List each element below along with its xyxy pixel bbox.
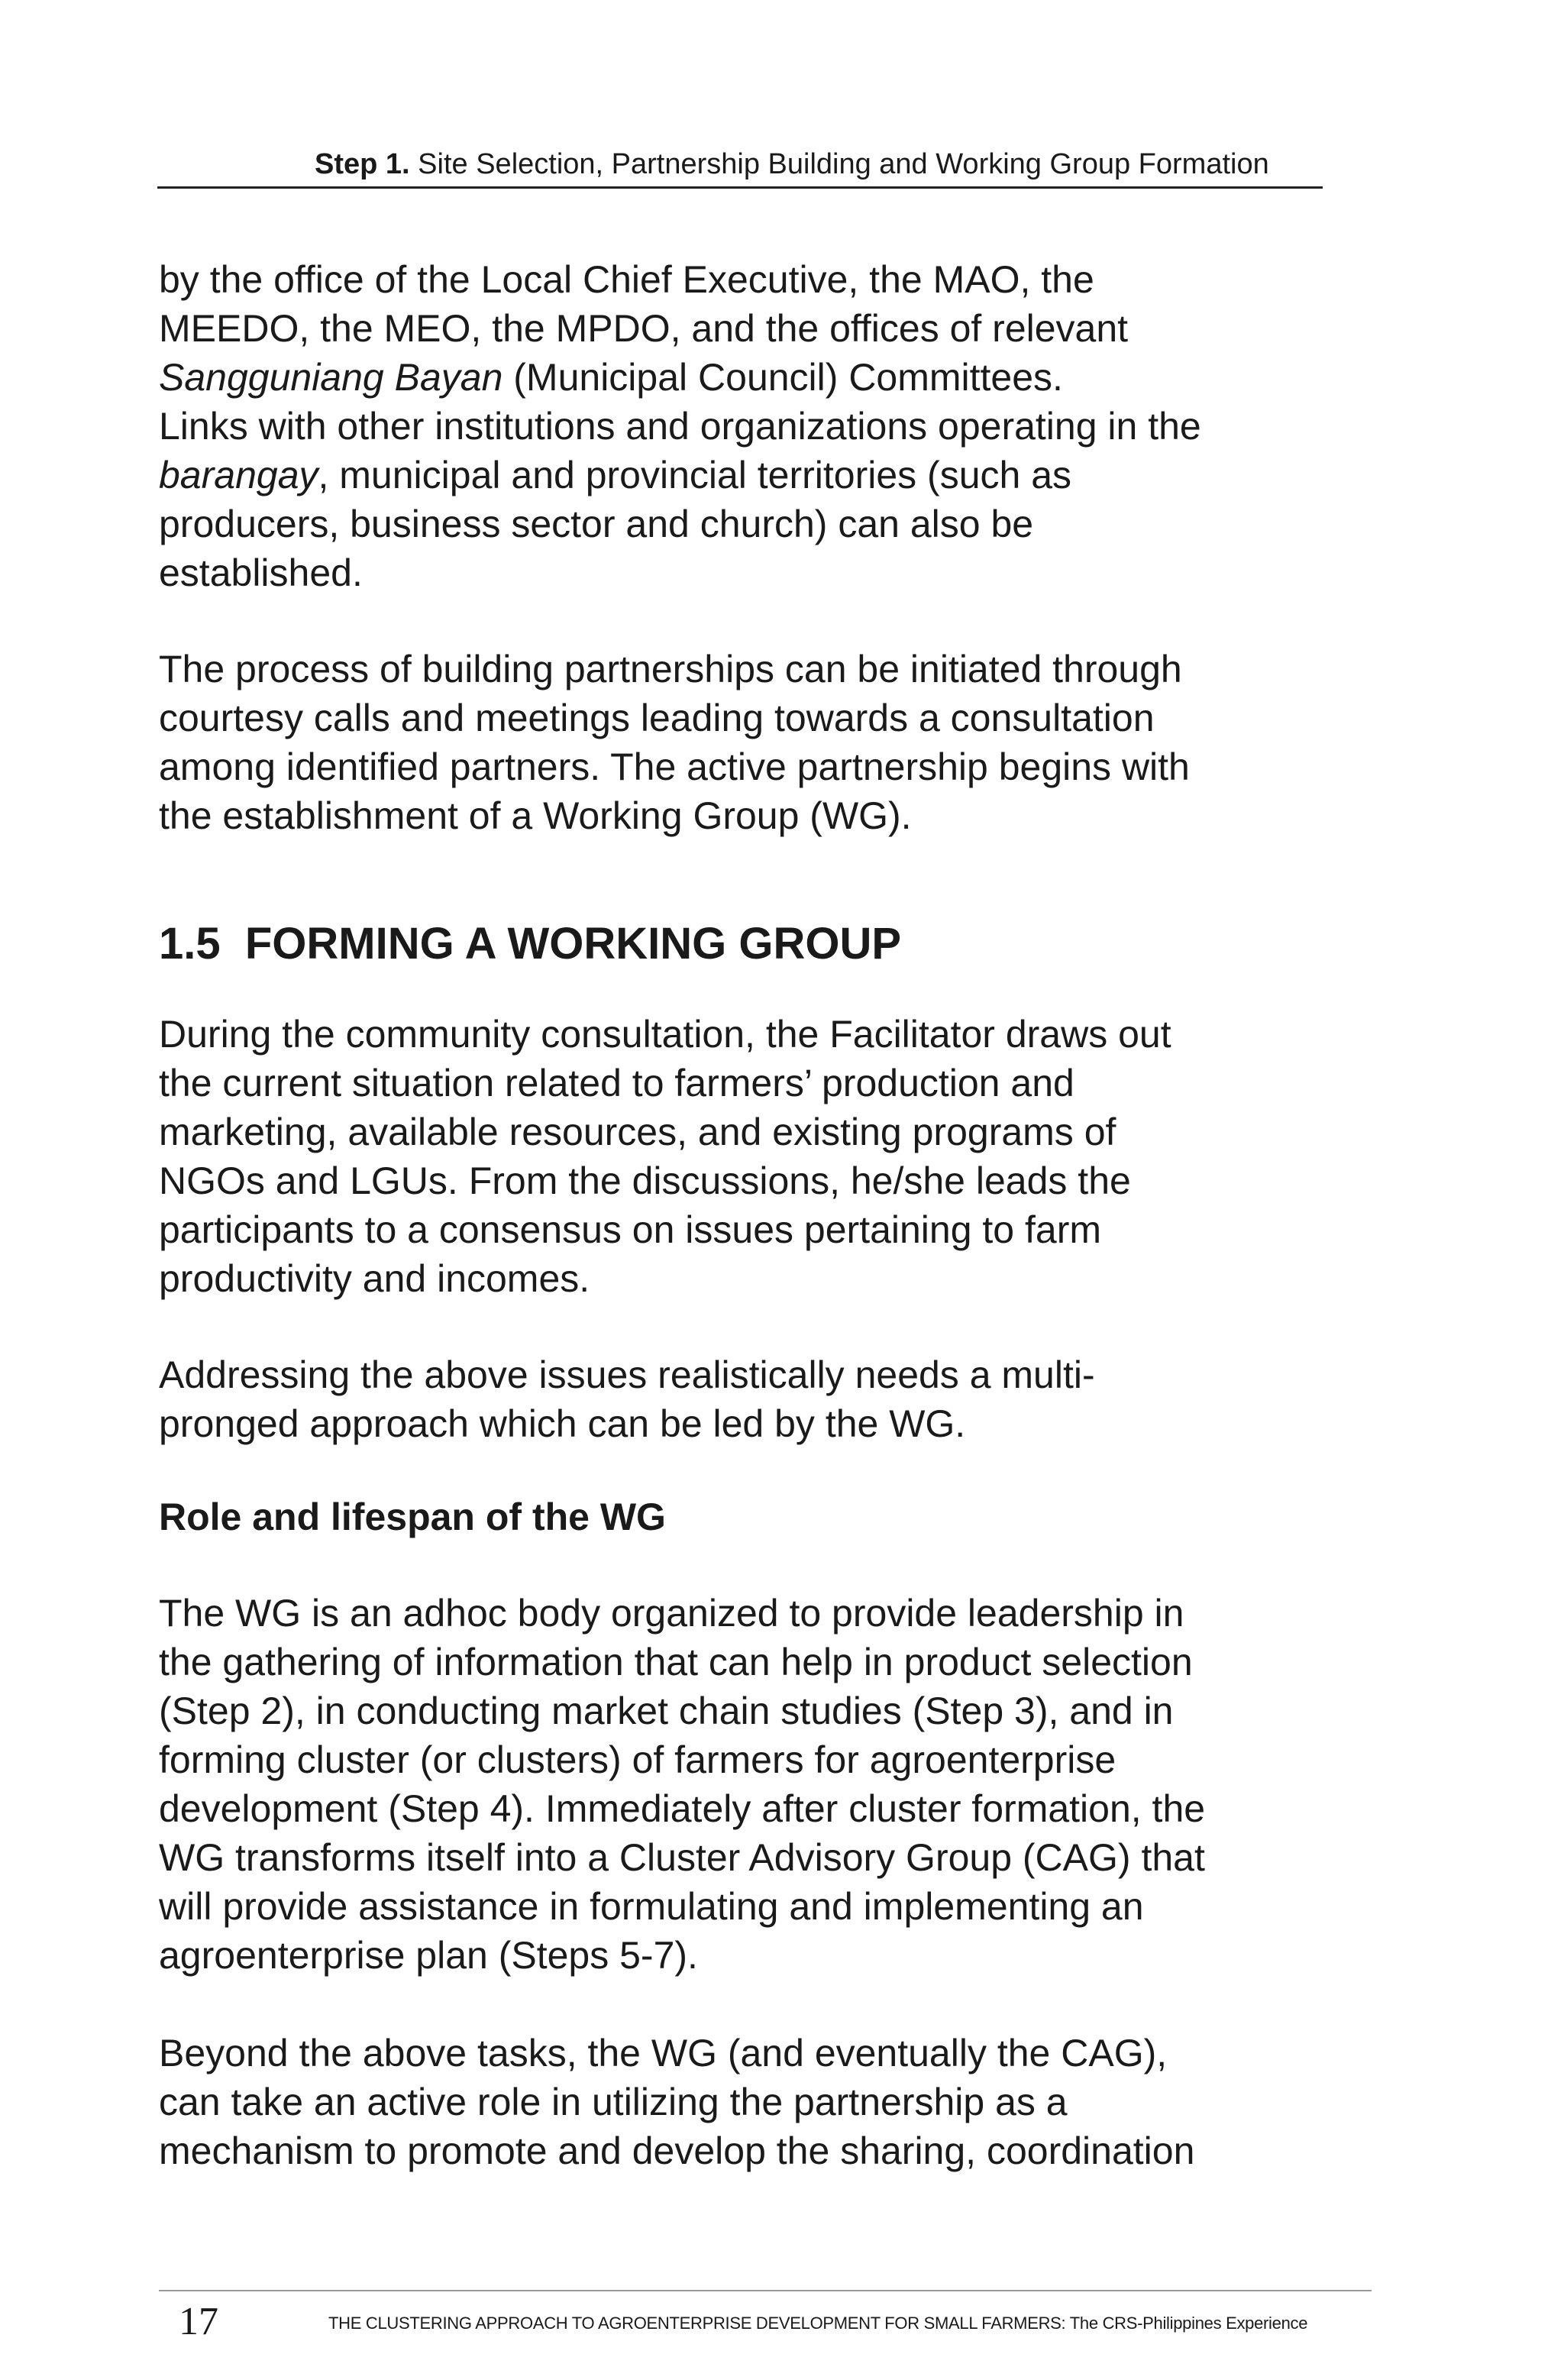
text-line: the gathering of information that can help in product selection	[159, 1641, 1193, 1683]
text-line: MEEDO, the MEO, the MPDO, and the offices of relevant	[159, 307, 1129, 350]
section-heading: 1.5 FORMING A WORKING GROUP	[159, 919, 902, 968]
text-line: WG transforms itself into a Cluster Advisory Group (CAG) that	[159, 1836, 1205, 1879]
paragraph-beyond-tasks	[159, 2029, 1350, 2175]
text-line: marketing, available resources, and existing programs of	[159, 1111, 1116, 1153]
text-line: Beyond the above tasks, the WG (and eventually the CAG),	[159, 2032, 1168, 2074]
text-line: barangay, municipal and provincial territories (such as	[159, 454, 1072, 496]
text-line: established.	[159, 551, 363, 594]
step-label: Step 1.	[315, 148, 410, 180]
text-line: development (Step 4). Immediately after cluster formation, the	[159, 1787, 1206, 1830]
running-header	[157, 142, 1323, 189]
page-number: 17	[179, 2300, 218, 2343]
text-line: will provide assistance in formulating and implementing an	[159, 1885, 1144, 1928]
text-line: by the office of the Local Chief Executive, the MAO, the	[159, 258, 1094, 301]
running-header-text	[315, 142, 1269, 186]
text-line: (Step 2), in conducting market chain studies (Step 3), and in	[159, 1690, 1174, 1732]
text-line: The process of building partnerships can be initiated through	[159, 648, 1182, 690]
footer-book-title: THE CLUSTERING APPROACH TO AGROENTERPRISE DEVELOPMENT FOR SMALL FARMERS: The CRS-Philippines Experience	[328, 2314, 1308, 2333]
text-line: can take an active role in utilizing the partnership as a	[159, 2081, 1068, 2123]
paragraph-wg-role	[159, 1589, 1350, 1980]
paragraph-consultation	[159, 1010, 1350, 1303]
text-line: productivity and incomes.	[159, 1257, 590, 1300]
text-line: The WG is an adhoc body organized to provide leadership in	[159, 1592, 1184, 1635]
text-line: the establishment of a Working Group (WG).	[159, 794, 912, 837]
text-line: mechanism to promote and develop the sharing, coordination	[159, 2129, 1195, 2172]
text-line: participants to a consensus on issues pertaining to farm	[159, 1208, 1102, 1251]
text-line: forming cluster (or clusters) of farmers for agroenterprise	[159, 1738, 1116, 1781]
text-line: the current situation related to farmers’ production and	[159, 1062, 1074, 1104]
term-barangay: barangay	[159, 454, 318, 496]
running-header-title: Site Selection, Partnership Building and Working Group Formation	[418, 148, 1269, 180]
text-line: courtesy calls and meetings leading towards a consultation	[159, 697, 1155, 739]
text-line: Links with other institutions and organizations operating in the	[159, 405, 1201, 448]
footer-rule	[159, 2290, 1372, 2291]
subheading: Role and lifespan of the WG	[159, 1496, 666, 1538]
text-line: agroenterprise plan (Steps 5-7).	[159, 1934, 698, 1977]
paragraph-partners	[159, 255, 1350, 597]
paragraph-multi-pronged	[159, 1350, 1350, 1448]
paragraph-building-partnerships	[159, 645, 1350, 840]
text-line: Sangguniang Bayan (Municipal Council) Committees.	[159, 356, 1063, 399]
text-line: producers, business sector and church) can also be	[159, 503, 1034, 545]
text-line: NGOs and LGUs. From the discussions, he/she leads the	[159, 1159, 1131, 1202]
term-sangguniang-bayan: Sangguniang Bayan	[159, 356, 503, 399]
text-line: among identified partners. The active partnership begins with	[159, 745, 1190, 788]
page-body	[159, 255, 1350, 2175]
text-line: During the community consultation, the Facilitator draws out	[159, 1013, 1171, 1056]
text-line: pronged approach which can be led by the WG.	[159, 1402, 966, 1445]
text-line: Addressing the above issues realistically needs a multi-	[159, 1353, 1095, 1396]
